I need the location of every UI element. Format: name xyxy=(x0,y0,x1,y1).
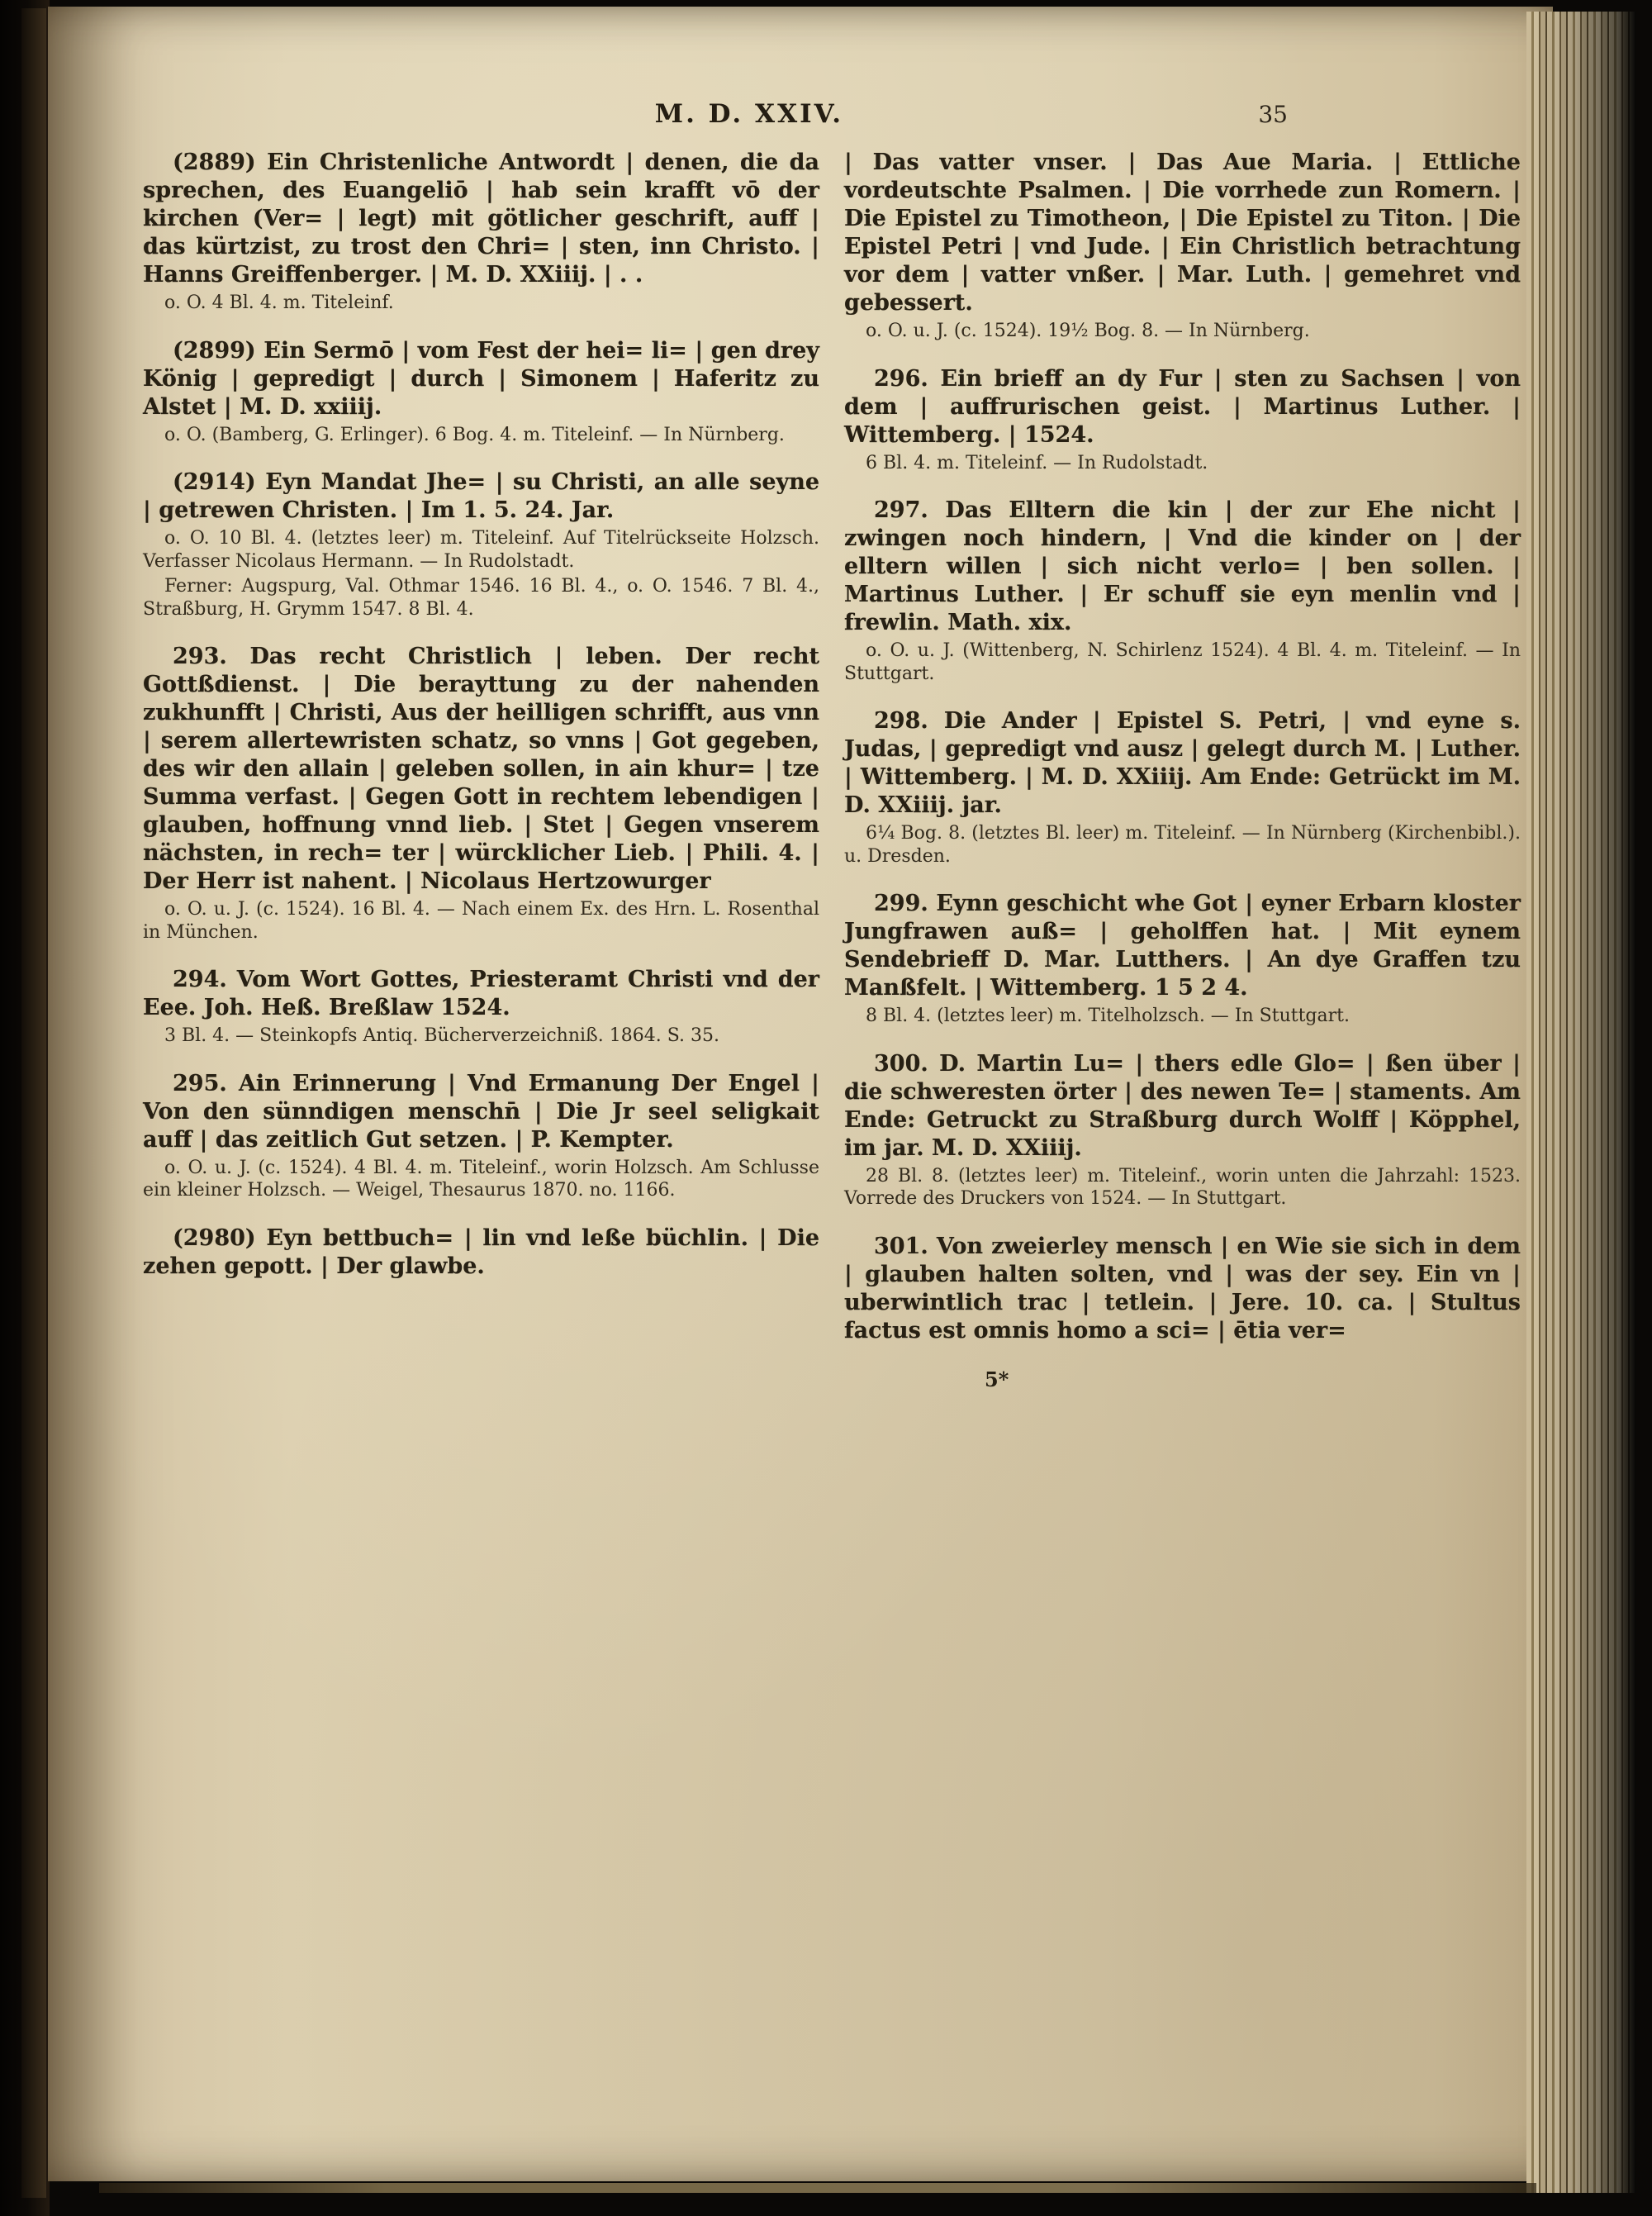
printed-text-area xyxy=(143,99,1521,1391)
entry-bibliographic-note: 28 Bl. 8. (letztes leer) m. Titeleinf., worin unten die Jahrzahl: 1523. Vorrede des Druckers von 1524. — In Stuttgart. xyxy=(844,1165,1521,1209)
catalog-entry xyxy=(844,1050,1521,1210)
catalog-entry xyxy=(143,1070,819,1202)
entry-title-text: (2980) Eyn bettbuch= | lin vnd leße büchlin. | Die zehen gepott. | Der glawbe. xyxy=(143,1225,819,1279)
entry-title-text: 296. Ein brieff an dy Fur | sten zu Sachsen | von dem | auffrurischen geist. | Martinus Luther. | Wittemberg. | 1524. xyxy=(844,365,1521,448)
running-title: M. D. XXIV. xyxy=(654,99,844,129)
catalog-entry xyxy=(143,468,819,621)
entry-bibliographic-note: o. O. u. J. (c. 1524). 4 Bl. 4. m. Titeleinf., worin Holzsch. Am Schlusse ein kleiner Holzsch. — Weigel, Thesaurus 1870. no. 1166. xyxy=(143,1157,819,1201)
catalog-entry xyxy=(143,337,819,447)
catalog-entry xyxy=(143,149,819,315)
page-header xyxy=(143,99,1521,137)
text-columns xyxy=(143,149,1521,1391)
entry-bibliographic-note: 8 Bl. 4. (letztes leer) m. Titelholzsch. — In Stuttgart. xyxy=(866,1006,1350,1026)
catalog-entry xyxy=(143,1225,819,1281)
page-bottom-edge xyxy=(99,2183,1536,2193)
entry-title-text: 293. Das recht Christlich | leben. Der recht Gottßdienst. | Die berayttung zu der nahenden zukhunfft | Christi, Aus der heilligen schrifft, aus vnn | serem allertewristen schatz, so vnns | Got gegeben, des wir den allain | geleben sollen, in ain khur= | tze Summa verfast. | Gegen Gott in rechtem lebendigen | glauben, hoffnung vnnd lieb. | Stet | Gegen vnserem nächsten, in rech= ter | würcklicher Lieb. | Phili. 4. | Der Herr ist nahent. | Nicolaus Hertzowurger xyxy=(143,644,819,894)
catalog-entry xyxy=(844,149,1521,343)
entry-bibliographic-note: Ferner: Augspurg, Val. Othmar 1546. 16 Bl. 4., o. O. 1546. 7 Bl. 4., Straßburg, H. Grymm 1547. 8 Bl. 4. xyxy=(143,576,819,620)
entry-title-text: 294. Vom Wort Gottes, Priesteramt Christi vnd der Eee. Joh. Heß. Breßlaw 1524. xyxy=(143,967,819,1020)
entry-title-text: 295. Ain Erinnerung | Vnd Ermanung Der Engel | Von den sünndigen menschn̄ | Die Jr seel seligkait auff | das zeitlich Gut setzen. | P. Kempter. xyxy=(143,1070,819,1153)
stacked-page-edges xyxy=(1526,12,1635,2193)
catalog-entry xyxy=(844,707,1521,868)
previous-page-edge xyxy=(21,8,46,2198)
catalog-entry xyxy=(143,966,819,1048)
entry-title-text: 297. Das Elltern die kin | der zur Ehe nicht | zwingen noch hindern, | Vnd die kinder on | der elltern willen | sich nicht verlo= | ben sollen. | Martinus Luther. | Er schuff sie eyn menlin vnd | frewlin. Math. xix. xyxy=(844,497,1521,635)
column-left xyxy=(143,149,819,1303)
catalog-entry xyxy=(844,365,1521,475)
catalog-entry xyxy=(844,1233,1521,1345)
entry-bibliographic-note: o. O. u. J. (Wittenberg, N. Schirlenz 1524). 4 Bl. 4. m. Titeleinf. — In Stuttgart. xyxy=(844,640,1521,684)
column-right xyxy=(844,149,1521,1391)
entry-title-text: 298. Die Ander | Epistel S. Petri, | vnd eyne s. Judas, | gepredigt vnd ausz | gelegt durch M. | Luther. | Wittemberg. | M. D. XXiiij. Am Ende: Getrückt im M. D. XXiiij. jar. xyxy=(844,708,1521,818)
catalog-entry xyxy=(844,890,1521,1028)
entry-bibliographic-note: 6 Bl. 4. m. Titeleinf. — In Rudolstadt. xyxy=(866,452,1208,473)
catalog-entry xyxy=(143,643,819,944)
entry-title-text: (2889) Ein Christenliche Antwordt | denen, die da sprechen, des Euangeliō | hab sein krafft vō der kirchen (Ver= | legt) mit götlicher geschrift, auff | das kürtzist, zu trost den Chri= | sten, inn Christo. | Hanns Greiffenberger. | M. D. XXiiij. | . . xyxy=(143,150,819,288)
entry-bibliographic-note: o. O. 4 Bl. 4. m. Titeleinf. xyxy=(164,292,394,313)
signature-mark: 5* xyxy=(985,1367,1009,1391)
entry-title-text: (2914) Eyn Mandat Jhe= | su Christi, an alle seyne | getrewen Christen. | Im 1. 5. 24. Jar. xyxy=(143,469,819,523)
entry-title-text: (2899) Ein Sermō | vom Fest der hei= li= | gen drey König | gepredigt | durch | Simonem | Haferitz zu Alstet | M. D. xxiiij. xyxy=(143,337,819,420)
page-number: 35 xyxy=(1258,101,1288,128)
entry-bibliographic-note: o. O. u. J. (c. 1524). 16 Bl. 4. — Nach einem Ex. des Hrn. L. Rosenthal in München. xyxy=(143,899,819,943)
entry-bibliographic-note: o. O. 10 Bl. 4. (letztes leer) m. Titeleinf. Auf Titelrückseite Holzsch. Verfasser Nicolaus Hermann. — In Rudolstadt. xyxy=(143,528,819,572)
book-page xyxy=(48,7,1553,2181)
entry-bibliographic-note: 3 Bl. 4. — Steinkopfs Antiq. Bücherverzeichniß. 1864. S. 35. xyxy=(164,1025,719,1046)
entry-bibliographic-note: o. O. (Bamberg, G. Erlinger). 6 Bog. 4. m. Titeleinf. — In Nürnberg. xyxy=(164,424,785,445)
entry-title-text: 299. Eynn geschicht whe Got | eyner Erbarn kloster Jungfrawen auß= | geholffen hat. | Mit eynem Sendebrieff D. Mar. Lutthers. | An dye Graffen tzu Manßfelt. | Wittemberg. 1 5 2 4. xyxy=(844,891,1521,1001)
entry-title-text: | Das vatter vnser. | Das Aue Maria. | Ettliche vordeutschte Psalmen. | Die vorrhede zun Romern. | Die Epistel zu Timotheon, | Die Epistel zu Titon. | Die Epistel Petri | vnd Jude. | Ein Christlich betrachtung vor dem | vatter vnßer. | Mar. Luth. | gemehret vnd gebessert. xyxy=(844,150,1521,316)
catalog-entry xyxy=(844,497,1521,685)
entry-title-text: 300. D. Martin Lu= | thers edle Glo= | ßen über | die schweresten örter | des newen Te= | staments. Am Ende: Getruckt zu Straßburg durch Wolff | Köpphel, im jar. M. D. XXiiij. xyxy=(844,1050,1521,1161)
entry-bibliographic-note: o. O. u. J. (c. 1524). 19½ Bog. 8. — In Nürnberg. xyxy=(866,321,1310,341)
entry-bibliographic-note: 6¼ Bog. 8. (letztes Bl. leer) m. Titeleinf. — In Nürnberg (Kirchenbibl.). u. Dresden. xyxy=(844,823,1521,867)
entry-title-text: 301. Von zweierley mensch | en Wie sie sich in dem | glauben halten solten, vnd | was der sey. Ein vn | uberwintlich trac | tetlein. | Jere. 10. ca. | Stultus factus est omnis homo a sci= | ētia ver= xyxy=(844,1233,1521,1343)
